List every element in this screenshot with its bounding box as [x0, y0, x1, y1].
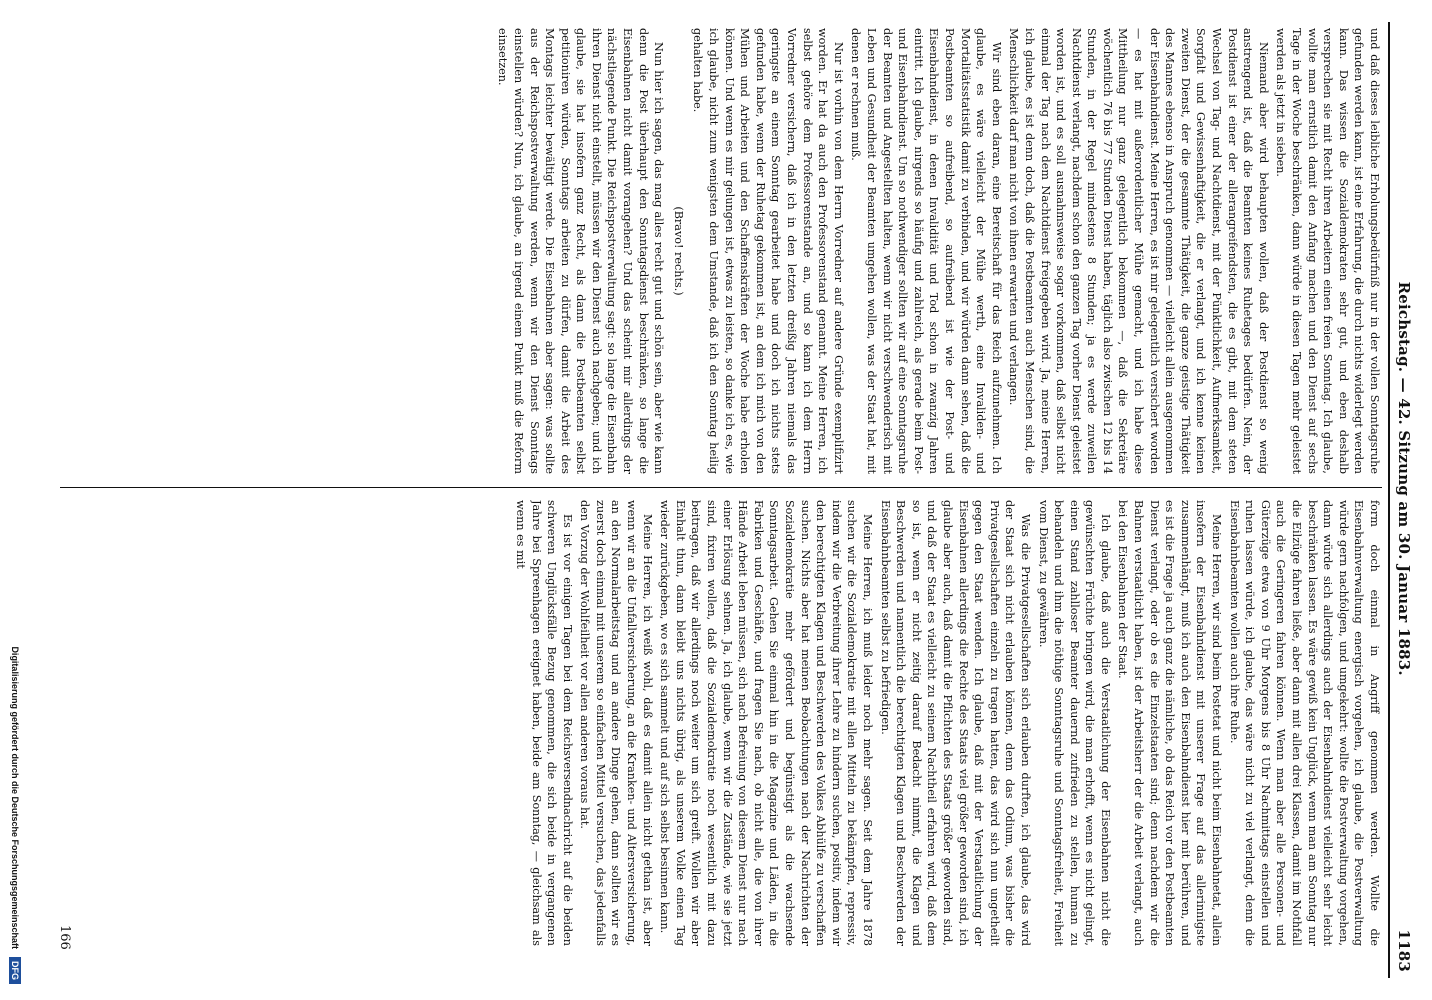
paragraph: Nur ist vorhin von dem Herrn Vorredner auf andere Gründe exemplifizirt worden. Er hat da auch den Professorenstand genannt. Meine Herren, ich selbst gehöre dem Professorenstande an, und so kann ich dem Herrn Vorredner versichern, daß ich in den letzten dreißig Jahren niemals das geringste an einem Sonntag gearbeitet habe und doch ich nichts stets gefunden habe, wenn der Ruhetag gekommen ist, an dem ich mich von den Mühen und Arbeiten und den Schaffenskräften der Woche habe erholen können. Und wenn es mir gelungen ist, etwas zu leisten, so danke ich es, wie ich glaube, nicht zum wenigsten dem Umstande, daß ich den Sonntag heilig gehalten habe. [691, 28, 845, 474]
paragraph: Was die Privatgesellschaften sich erlauben durften, ich glaube, das wird der Staat sich nicht erlauben können, denn das Odium, was bisher die Privatgesellschaften einzeln zu tragen hatten, das wird sich nun ungetheilt gegen den Staat wenden. Ich glaube, daß mit der Verstaatlichung der Eisenbahnen allerdings die Rechte des Staats viel größer geworden sind, ich glaube aber auch, daß damit die Pflichten des Staats größer geworden sind, und daß der Staat es vielleicht zu seinem Nachtheil erfahren wird, daß dem so ist, wenn er nicht zeitig darauf Bedacht nimmt, die Klagen und Beschwerden und namentlich die berechtigten Klagen und Beschwerden der Eisenbahnbeamten selbst zu befriedigen. [878, 500, 1032, 946]
paragraph: Nun hier ich sagen, das mag alles recht gut und schön sein, aber wie kann denn die Post überhaupt den Sonntagsdienst beschränken, so lange die Eisenbahnen nicht damit vorangehen? Und das scheint mir allerdings der nächstliegende Punkt. Die Reichspostverwaltung sagt: so lange die Eisenbahn ihren Dienst nicht einstellt, müssen wir den Dienst auch nachgeben; und ich glaube, sie hat insofern ganz Recht, als dann die Postbeamten selbst petitioniren würden, Sonntags arbeiten zu dürfen, damit die Arbeit des Montags leichter bewältigt werde. Die Eisenbahnen aber sagen: was sollte aus der Reichspostverwaltung werden, wenn wir den Dienst Sonntags einstellen würden? Nun, ich glaube, an irgend einem Punkt muß die Reform einsetzen. [496, 28, 666, 474]
running-head-title: Reichstag. — 42. Sitzung am 30. Januar 1883. [1395, 281, 1413, 676]
paragraph: Niemand aber wird behaupten wollen, daß der Postdienst so wenig anstrengend ist, daß die Beamten keines Ruhetages bedürfen. Nein, der Postdienst ist einer der allerangreifendsten, die es gibt, mit dem steten Wechsel von Tag- und Nachtdienst, mit der Pünktlichkeit, Aufmerksamkeit, Sorgfalt und Gewissenhaftigkeit, die er verlangt, und ich kenne keinen zweiten Dienst, der die gesammte Thätigkeit, die ganze geistige Thätigkeit des Mannes ebenso in Anspruch genommen — vielleicht allein ausgenommen der Eisenbahndienst. Meine Herren, es ist mir gelegentlich versichert worden — es hat mit außerordentlicher Mühe gemacht, und ich habe diese Mittheilung nur ganz gelegentlich bekommen —, daß die Sekretäre wöchentlich 76 bis 77 Stunden Dienst haben, täglich also zwischen 12 bis 14 Stunden, in der Regel mindestens 8 Stunden; ja es werde zuweilen Nachtdienst verlangt, nachdem schon den ganzen Tag vorher Dienst geleistet worden ist, und es soll ausnahmsweise sogar vorkommen, daß selbst nicht einmal der Tag nach dem Nachtdienst freigegeben wird. Ja, meine Herren, ich glaube, es ist denn doch, daß die Postbeamten auch Menschen sind, die Menschlichkeit darf man nicht von ihnen erwarten und verlangen. [1007, 28, 1270, 474]
paragraph: Wir sind eben daran, eine Bereitschaft für das Reich aufzunehmen. Ich glaube, es wäre vielleicht der Mühe werth, eine Invaliden- und Mortalitätsstatistik damit zu verbinden, und wir würden dann sehen, daß die Postbeamten so aufreibend, so aufreibend ist wie der Post- und Eisenbahndienst, in denen Invalidität und Tod schon in zwanzig Jahren eintritt. Ich glaube, nirgends so häufig und zahlreich, als gerade beim Post- und Eisenbahndienst. Um so nothwendiger sollten wir auf eine Sonntagsruhe der Beamten und Angestellten halten, wenn wir nicht verschwenderisch mit Leben und Gesundheit der Beamten umgehen wollen, was der Staat hat, mit denen er rechnen muß. [849, 28, 1003, 474]
digitization-footer [6, 0, 24, 1000]
paragraph: Es ist vor einigen Tagen bei dem Reichsversendnachricht auf die beiden schweren Unglücksfälle Bezug genommen, die sich beide in vergangenen Jahre bei Spreenhagen ereignet haben, beide am Sonntag, — gleichsam als wenn es mit [513, 500, 574, 946]
paragraph: Ich glaube, daß auch die Verstaatlichung der Eisenbahnen nicht die gewünschten Früchte bringen wird, die man erhofft, wenn es nicht gelingt, einen Stand zahlloser Beamter dauernd zufrieden zu stellen, human zu behandeln und ihm die nöthige Sonntagsruhe und Sonntagsfreiheit, Freiheit vom Dienst, zu gewähren. [1036, 500, 1112, 946]
paragraph: Meine Herren, ich weiß wohl, daß es damit allein nicht gethan ist, aber wenn wir an die Unfallversicherung, an die Kranken- und Altersversicherung, an den Normalarbeitstag und an andere Dinge gehen, dann sollten wir es zuerst doch einmal mit unserem so einfachen Mittel versuchen, das jedenfalls den Vorzug der Wohlfeilheit vor allen anderen voraus hat. [578, 500, 654, 946]
page-number: 1183 [1395, 929, 1413, 972]
paragraph: und daß dieses leibliche Erholungsbedürfniß nur in der vollen Sonntagsruhe gefunden werden kann, ist eine Erfahrung, die durch nichts widerlegt werden kann. Das wissen die Sozialdemokraten sehr gut, und eben deshalb versprechen sie mit Recht ihren Arbeitern einen freien Sonntag. Ich glaube, wollte man ernstlich damit den Anfang machen und den Dienst auf sechs Tage in der Woche beschränken, dann würde in diesen Tagen mehr geleistet werden als jetzt in sieben. [1274, 28, 1381, 474]
paragraph: Meine Herren, ich muß leider noch mehr sagen. Seit dem Jahre 1878 suchen wir die Sozialdemokratie mit allen Mitteln zu bekämpfen, repressiv, indem wir die Verbreitung ihrer Lehre zu hindern suchen, positiv, indem wir den berechtigten Klagen und Beschwerden des Volkes Abhülfe zu verschaffen suchen. Nichts aber hat meinen Beobachtungen nach der Nachrichten der Sozialdemokratie mehr gefördert und begünstigt als die wachsende Sonntagsarbeit. Gehen Sie einmal hin in die Magazine und Läden, in die Fabriken und Geschäfte, und fragen Sie nach, ob nicht alle, die von ihrer Hände Arbeit leben müssen, sich nach Befreiung von diesem Dienst nur nach einer Erlösung sehnen. Ja, ich glaube, wenn wir die Zustände, wie sie jetzt sind, fixiren wollen, daß die Sozialdemokratie noch wesentlich mit dazu beitragen, daß wir allerdings noch weiter um sich greift. Wollen wir aber Einhalt thun, dann bleibt uns nichts übrig, als unserem Volke einen Tag wieder zurückgeben, wo es sich sammelt und auf sich selbst besinnen kann. [658, 500, 874, 946]
running-head [1392, 28, 1416, 972]
interjection: (Bravo! rechts.) [671, 206, 685, 296]
paragraph: form doch einmal in Angriff genommen werden. Wollte die Eisenbahnverwaltung energisch vorgehen, ich glaube, die Postverwaltung würde gern nachfolgen, und umgekehrt: wollte die Postverwaltung vorgehen, dann würde sich allerdings auch der Eisenbahndienst vielleicht sehr leicht beschränken lassen. Es wäre gewiß kein Unglück, wenn man am Sonntag nur die Eilzüge fahren ließe, aber dann mit allen drei Klassen, damit im Nothfall auch die Geringeren fahren können. Wenn man aber alle Personen- und Güterzüge etwa von 9 Uhr Morgens bis 8 Uhr Nachmittags einstellen und ruhen lassen würde, ich glaube, das wäre nicht zu viel verlangt, denn die Eisenbahnbeamten wollen auch ihre Ruhe. [1227, 500, 1381, 946]
paragraph: Meine Herren, wir sind beim Postetat und nicht beim Eisenbahnetat, allein insofern der Eisenbahndienst mit unserer Frage auf das allerinnigste zusammenhängt, muß ich auch den Eisenbahndienst hier mit berühren, und es ist die Frage ja auch ganz die nämliche, ob das Reich vor den Postbeamten Dienst verlangt, oder ob es die Einzelstaaten sind; denn nachdem wir die Bahnen verstaatlicht haben, ist der Arbeitsherr der die Arbeit verlangt, auch bei den Eisenbahnen der Staat. [1116, 500, 1224, 946]
text-column-right [60, 500, 1382, 946]
dfg-logo: DFG [9, 957, 21, 984]
text-column-left [60, 28, 1382, 474]
digitization-note: Digitalisierung gefördert durch die Deutsche Forschungsgemeinschaft [10, 646, 20, 949]
header-rule [1388, 22, 1390, 978]
column-rule [60, 487, 1382, 488]
signature-mark: 166 [57, 925, 72, 950]
